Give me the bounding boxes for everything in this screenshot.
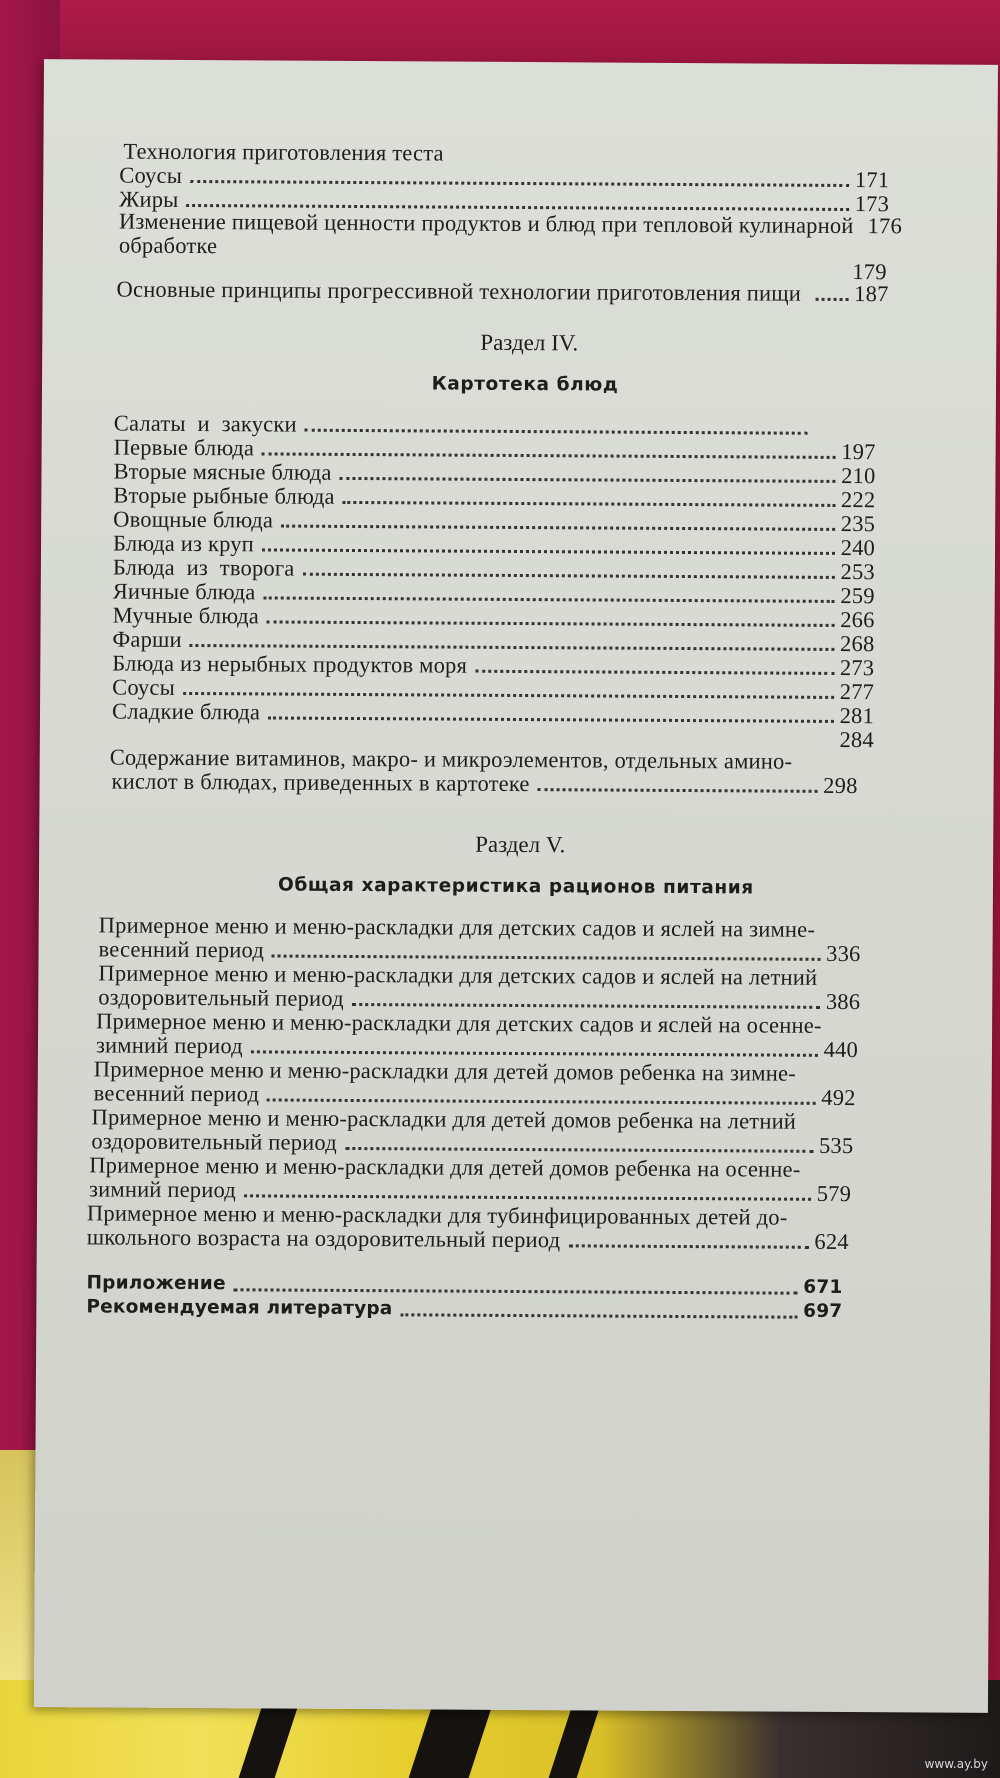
leader-dots xyxy=(183,682,834,699)
toc-entry-title: Соусы xyxy=(112,674,176,700)
toc-entry-title-continued: весенний период xyxy=(98,936,265,963)
toc-entry-title: Жиры xyxy=(119,186,179,212)
leader-dots xyxy=(345,1137,813,1153)
toc-entry-title: Примерное меню и меню-раскладки для детских садов и яслей на осенне- xyxy=(96,1008,822,1038)
leader-dots xyxy=(262,538,835,554)
toc-page-number: 210 xyxy=(841,462,876,489)
leader-dots xyxy=(267,1088,815,1104)
leader-dots xyxy=(302,563,834,579)
leader-dots xyxy=(268,706,834,722)
toc-entry-title-continued: зимний период xyxy=(95,1032,243,1059)
toc-entry-title: Содержание витаминов, макро- и микроэлементов, отдельных амино- xyxy=(109,744,793,774)
toc-page-number: 697 xyxy=(803,1300,843,1322)
leader-dots xyxy=(815,288,848,301)
toc-page-number: 268 xyxy=(840,630,875,657)
toc-entry-title: Примерное меню и меню-раскладки для детей домов ребенка на зимне- xyxy=(93,1056,796,1086)
leader-dots xyxy=(251,1040,818,1056)
toc-entry-title-continued: весенний период xyxy=(93,1080,260,1107)
toc-entry xyxy=(98,961,860,1014)
toc-entry-title-continued: обработке xyxy=(118,232,218,259)
toc-entry-title-continued: зимний период xyxy=(89,1176,237,1203)
toc-entry-title: Овощные блюда xyxy=(113,506,274,533)
toc-page-number: 266 xyxy=(840,606,875,633)
toc-page-number: 579 xyxy=(816,1180,852,1207)
section-heading: Раздел IV. xyxy=(480,329,579,356)
leader-dots xyxy=(234,1278,798,1294)
toc-entry-title: Сладкие блюда xyxy=(111,698,261,725)
toc-page-number: 173 xyxy=(854,191,890,217)
toc-entry xyxy=(89,1153,851,1206)
toc-entry-title: Блюда из нерыбных продуктов моря xyxy=(112,650,468,678)
toc-page-number: 277 xyxy=(839,678,875,705)
leader-dots xyxy=(272,944,820,960)
leader-dots xyxy=(343,491,835,507)
leader-dots xyxy=(281,515,835,531)
book-page xyxy=(34,59,998,1713)
toc-entry-title: Примерное меню и меню-раскладки для детских садов и яслей на зимне- xyxy=(98,912,816,942)
toc-page-number: 671 xyxy=(803,1276,843,1298)
toc-entry xyxy=(87,1201,849,1254)
toc-entry-title: Примерное меню и меню-раскладки для тубинфицированных детей до- xyxy=(86,1200,788,1230)
section-title: Картотека блюд xyxy=(431,373,619,396)
section-title: Общая характеристика рационов питания xyxy=(278,874,754,899)
toc-entry-title: Вторые рыбные блюда xyxy=(113,482,335,509)
toc-entry-title-continued: оздоровительный период xyxy=(98,984,344,1011)
toc-entry-title: Соусы xyxy=(119,162,183,188)
leader-dots xyxy=(267,610,834,626)
toc-page-number: 176 xyxy=(867,213,903,239)
toc-page-number: 624 xyxy=(814,1228,849,1255)
toc-entry-title: Мучные блюда xyxy=(112,602,260,629)
leader-dots xyxy=(568,1234,808,1248)
toc-page-number: 179 xyxy=(852,259,887,285)
toc-entry xyxy=(98,913,860,966)
leader-dots xyxy=(475,660,834,675)
toc-page-number: 222 xyxy=(840,486,876,513)
toc-page-number: 281 xyxy=(839,702,875,729)
toc-entry-title: Примерное меню и меню-раскладки для детей домов ребенка на осенне- xyxy=(89,1152,801,1182)
toc-entry xyxy=(118,208,903,263)
toc-entry-title: Яичные блюда xyxy=(112,578,256,605)
toc-page-number: 235 xyxy=(840,510,876,537)
toc-page-number: 171 xyxy=(854,167,890,193)
toc-page-number: 386 xyxy=(825,988,861,1015)
toc-entry-title: Основные принципы прогрессивной технологии приготовления пищи xyxy=(116,276,802,306)
toc-entry xyxy=(91,1105,853,1158)
toc-page-number: 197 xyxy=(841,438,876,465)
leader-dots xyxy=(340,467,836,483)
leader-dots xyxy=(263,586,834,602)
toc-entry-title: Примерное меню и меню-раскладки для детских садов и яслей на летний xyxy=(98,960,818,990)
leader-dots xyxy=(262,442,835,459)
toc-page-number: 259 xyxy=(840,582,875,609)
toc-entry xyxy=(117,278,889,307)
leader-dots xyxy=(538,778,818,793)
toc-page-number: 298 xyxy=(823,772,858,799)
toc-entry-title-continued: школьного возраста на оздоровительный период xyxy=(86,1224,561,1253)
toc-entry-title: Блюда из творога xyxy=(112,554,295,581)
toc-entry-title: Примерное меню и меню-раскладки для детей домов ребенка на летний xyxy=(91,1104,797,1134)
leader-dots xyxy=(186,194,848,211)
toc-entry xyxy=(110,724,850,775)
leader-dots xyxy=(190,634,834,651)
toc-entry-title: Салаты и закуски xyxy=(113,410,297,437)
leader-dots xyxy=(352,993,820,1009)
toc-entry-title: Вторые мясные блюда xyxy=(113,458,332,485)
toc-entry-title: Технология приготовления теста xyxy=(123,138,444,166)
toc-entry xyxy=(94,1057,856,1110)
toc-entry-title-continued: оздоровительный период xyxy=(91,1128,337,1155)
leader-dots xyxy=(305,419,808,435)
toc-entry xyxy=(96,1009,858,1062)
toc-page-number: 187 xyxy=(854,281,889,307)
leader-dots xyxy=(244,1184,811,1200)
toc-entry-title: Приложение xyxy=(86,1272,226,1295)
toc-entry-references xyxy=(86,1295,842,1324)
toc-page-number: 240 xyxy=(840,534,876,561)
toc-entry-title: Первые блюда xyxy=(113,434,255,461)
leader-dots xyxy=(400,1303,797,1318)
toc-entry xyxy=(112,770,858,799)
toc-entry-title: Изменение пищевой ценности продуктов и блюд при тепловой кулинарной xyxy=(118,208,854,239)
toc-entry-title: Рекомендуемая литература xyxy=(86,1296,393,1320)
toc-entry-title: Фарши xyxy=(112,626,182,652)
toc-entry-title: Блюда из круп xyxy=(112,530,255,557)
watermark: www.ay.by xyxy=(924,1757,988,1771)
toc-page-number: 535 xyxy=(818,1132,854,1159)
toc-page-number: 253 xyxy=(840,558,875,585)
toc-entry-title-continued: кислот в блюдах, приведенных в картотеке xyxy=(111,768,530,797)
section-heading: Раздел V. xyxy=(475,831,566,858)
toc-page-number: 440 xyxy=(823,1036,859,1063)
toc-page-number: 273 xyxy=(839,654,875,681)
toc-page-number: 284 xyxy=(839,726,874,753)
leader-dots xyxy=(190,170,849,187)
toc-page-number: 492 xyxy=(821,1084,856,1111)
toc-page-number: 336 xyxy=(826,940,861,967)
